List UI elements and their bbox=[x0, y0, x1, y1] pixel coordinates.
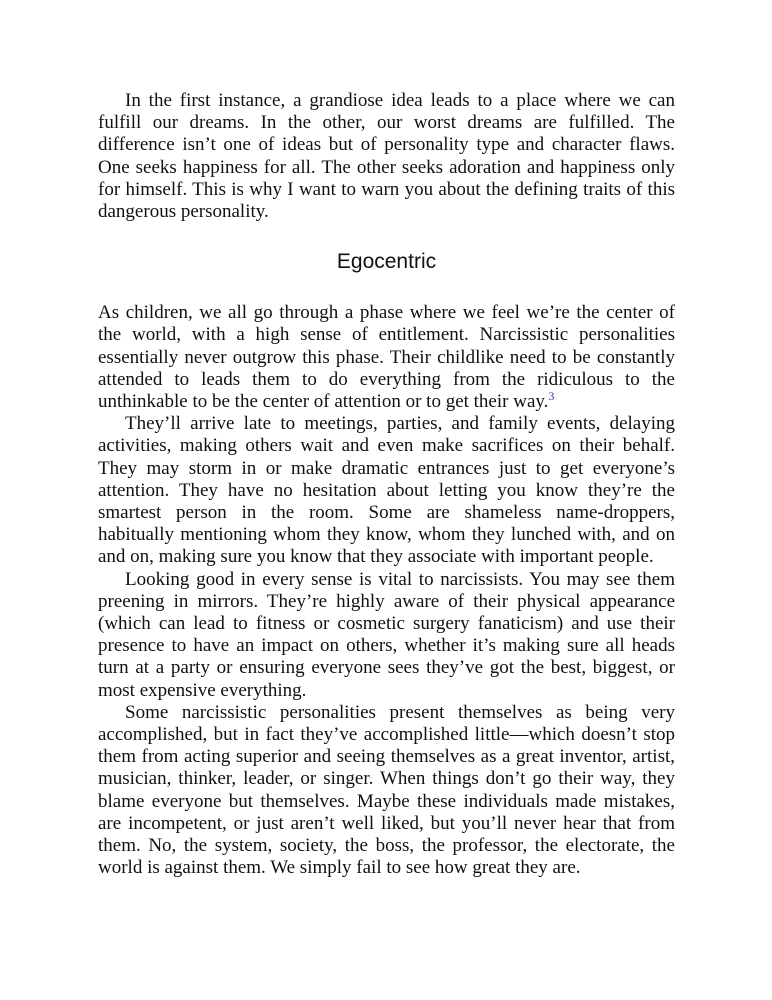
footnote-reference-link[interactable]: 3 bbox=[548, 389, 555, 404]
section-paragraph-3: Looking good in every sense is vital to narcissists. You may see them preening in mirrors. They’re highly aware of their physical appearance (which can lead to fitness or cosmetic surgery fanaticism) and use their presence to have an impact on others, whether it’s making sure all heads turn at a party or ensuring everyone sees they’ve got the best, biggest, or most expensive everything. bbox=[98, 568, 675, 701]
section-paragraph-1-text: As children, we all go through a phase where we feel we’re the center of the world, with a high sense of entitlement. Narcissistic personalities essentially never outgrow this phase. Their childlike need to be constantly attended to leads them to do everything from the ridiculous to the unthinkable to be the center of attention or to get their way. bbox=[98, 302, 675, 413]
document-page bbox=[98, 90, 675, 880]
section-paragraph-1 bbox=[98, 302, 675, 413]
section-paragraph-2: They’ll arrive late to meetings, parties, and family events, delaying activities, making others wait and even make sacrifices on their behalf. They may storm in or make dramatic entrances just to get everyone’s attention. They have no hesitation about letting you know they’re the smartest person in the room. Some are shameless name-droppers, habitually mentioning whom they know, whom they lunched with, and on and on, making sure you know that they associate with important people. bbox=[98, 413, 675, 568]
intro-paragraph: In the first instance, a grandiose idea leads to a place where we can fulfill our dreams. In the other, our worst dreams are fulfilled. The difference isn’t one of ideas but of personality type and character flaws. One seeks happiness for all. The other seeks adoration and happiness only for himself. This is why I want to warn you about the defining traits of this dangerous personality. bbox=[98, 90, 675, 223]
section-paragraph-4: Some narcissistic personalities present themselves as being very accomplished, but in fact they’ve accomplished little—which doesn’t stop them from acting superior and seeing themselves as a great inventor, artist, musician, thinker, leader, or singer. When things don’t go their way, they blame everyone but themselves. Maybe these individuals made mistakes, are incompetent, or just aren’t well liked, but you’ll never hear that from them. No, the system, society, the boss, the professor, the electorate, the world is against them. We simply fail to see how great they are. bbox=[98, 701, 675, 879]
section-heading: Egocentric bbox=[336, 250, 437, 274]
